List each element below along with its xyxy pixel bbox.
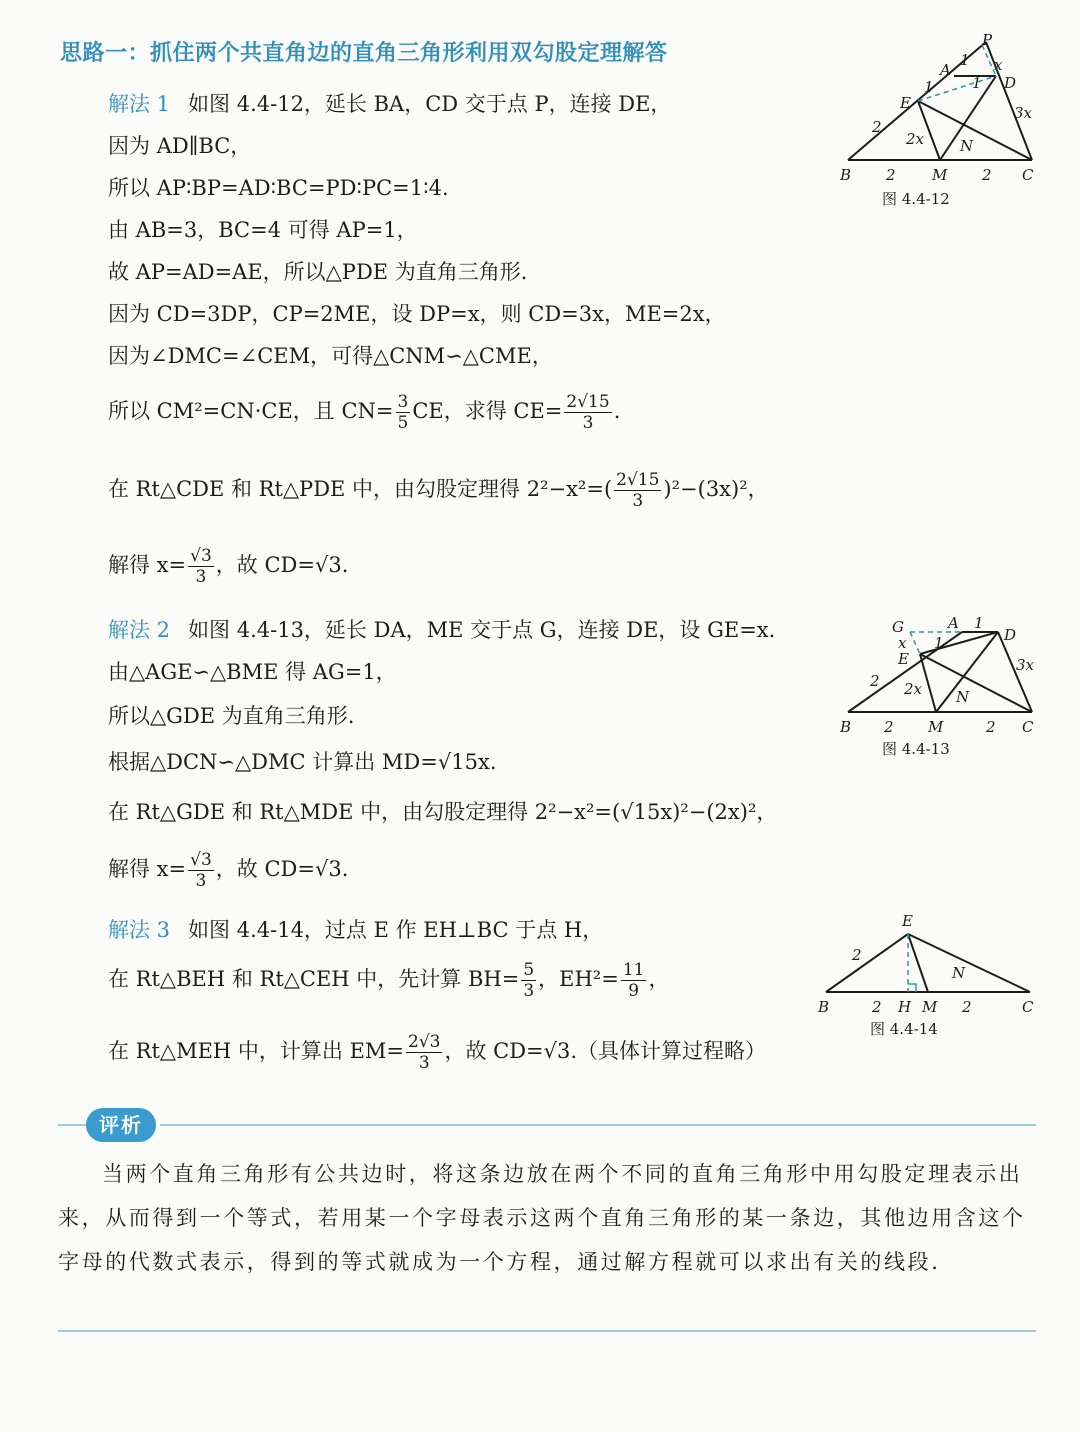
method1-text: 如图 4.4-12，延长 BA，CD 交于点 P，连接 DE，	[188, 92, 672, 116]
figure-labels	[817, 912, 1034, 1016]
numerator: √3	[190, 546, 212, 566]
method1-line6: 因为 CD=3DP，CP=2ME，设 DP=x，则 CD=3x，ME=2x，	[108, 302, 726, 326]
point-label: A	[948, 614, 959, 632]
side-label: x	[898, 634, 907, 652]
method2-line3: 所以△GDE 为直角三角形.	[108, 704, 355, 728]
method1-line7: 因为∠DMC=∠CEM，可得△CNM∽△CME，	[108, 344, 553, 368]
fraction	[621, 960, 647, 1001]
point-label: M	[932, 166, 948, 184]
side-label: 1	[974, 614, 984, 632]
method1-line10	[108, 546, 348, 587]
divider	[160, 1124, 1036, 1126]
numerator: 11	[622, 960, 645, 980]
figure-4-4-12	[836, 30, 1046, 215]
fraction	[521, 960, 536, 1001]
figure-4-4-13	[836, 614, 1046, 764]
point-label: E	[898, 650, 909, 668]
method1-line4: 由 AB=3，BC=4 可得 AP=1，	[108, 218, 418, 242]
method3-label: 解法 3	[108, 918, 171, 942]
numerator: 3	[397, 392, 409, 412]
side-label: 3x	[1014, 104, 1033, 122]
side-label: x	[994, 56, 1003, 74]
figure-caption: 图 4.4-13	[882, 740, 950, 758]
method1-line3: 所以 AP∶BP=AD∶BC=PD∶PC=1∶4.	[108, 176, 449, 200]
method3-text: 如图 4.4-14，过点 E 作 EH⊥BC 于点 H，	[188, 918, 604, 942]
point-label: N	[956, 688, 970, 706]
side-label: 2	[982, 166, 992, 184]
point-label: D	[1004, 74, 1017, 92]
point-label: C	[1022, 166, 1034, 184]
point-label: P	[982, 31, 993, 49]
point-label: C	[1022, 998, 1034, 1016]
method2-text: 如图 4.4-13，延长 DA，ME 交于点 G，连接 DE，设 GE=x.	[188, 618, 776, 642]
denominator: 3	[582, 413, 594, 433]
point-label: N	[960, 137, 974, 155]
numerator: 2√3	[408, 1032, 441, 1052]
point-label: E	[902, 912, 913, 930]
text: 解得 x=	[108, 857, 187, 881]
text: ，EH²=	[538, 967, 619, 991]
denominator: 3	[523, 981, 535, 1001]
method3-line3	[108, 1032, 766, 1073]
side-label: 2x	[904, 680, 923, 698]
comment-text: 当两个直角三角形有公共边时，将这条边放在两个不同的直角三角形中用勾股定理表示出来，从而得到一个等式，若用某一个字母表示这两个直角三角形的某一条边，其他边用含这个字母的代数式表示，得到的等式就成为一个方程，通过解方程就可以求出有关的线段.	[58, 1162, 1026, 1274]
numerator: 2√15	[616, 470, 660, 490]
divider	[58, 1124, 86, 1126]
comment-badge: 评析	[86, 1108, 156, 1142]
method1-line2: 因为 AD∥BC，	[108, 134, 252, 158]
fraction	[396, 392, 411, 433]
fraction	[188, 546, 214, 587]
text: CE，求得 CE=	[412, 399, 563, 423]
side-label: 1	[972, 74, 982, 92]
method1-line9	[108, 470, 769, 511]
denominator: 3	[632, 491, 644, 511]
side-label: 2	[886, 166, 896, 184]
side-label: 2	[852, 946, 862, 964]
text: ，故 CD=√3.（具体计算过程略）	[444, 1039, 767, 1063]
figure-caption: 图 4.4-14	[870, 1020, 938, 1038]
point-label: A	[940, 61, 951, 79]
side-label: 1	[960, 51, 970, 69]
point-label: D	[1004, 626, 1017, 644]
side-label: 2	[872, 118, 882, 136]
side-label: 1	[934, 634, 944, 652]
denominator: 3	[195, 871, 207, 891]
denominator: 3	[195, 567, 207, 587]
fraction	[614, 470, 661, 511]
point-label: B	[840, 718, 852, 736]
text: 在 Rt△BEH 和 Rt△CEH 中，先计算 BH=	[108, 967, 520, 991]
point-label: B	[818, 998, 830, 1016]
denominator: 5	[397, 413, 409, 433]
side-label: 2	[872, 998, 882, 1016]
text: ，故 CD=√3.	[215, 553, 349, 577]
text: 在 Rt△MEH 中，计算出 EM=	[108, 1039, 404, 1063]
method2-label: 解法 2	[108, 618, 171, 642]
figure-4-4-14	[812, 908, 1042, 1043]
method1-line5: 故 AP=AD=AE，所以△PDE 为直角三角形.	[108, 260, 528, 284]
text: 解得 x=	[108, 553, 187, 577]
method2-line6	[108, 850, 348, 891]
method1-line8: 所以 CM²=CN·CE，且 CN= $\frac{3}{5}$ CE，求得 CE= $\frac{2√15}{3}$ .	[108, 392, 621, 433]
point-label: E	[900, 94, 911, 112]
method2-line4: 根据△DCN∽△DMC 计算出 MD=√15x.	[108, 750, 497, 774]
point-label: C	[1022, 718, 1034, 736]
point-label: M	[928, 718, 944, 736]
side-label: 3x	[1016, 656, 1035, 674]
method1-label: 解法 1	[108, 92, 171, 116]
point-label: B	[840, 166, 852, 184]
side-label: 2	[884, 718, 894, 736]
text: 在 Rt△CDE 和 Rt△PDE 中，由勾股定理得 2²−x²=(	[108, 477, 613, 501]
side-label: 1	[924, 78, 934, 96]
fraction	[564, 392, 611, 433]
point-label: H	[898, 998, 912, 1016]
figure-caption: 图 4.4-12	[882, 190, 950, 208]
text: ，故 CD=√3.	[215, 857, 349, 881]
method1-line1	[108, 88, 671, 118]
text: )²−(3x)²，	[663, 477, 769, 501]
side-label: 2	[962, 998, 972, 1016]
side-label: 2x	[906, 130, 925, 148]
method2-line5: 在 Rt△GDE 和 Rt△MDE 中，由勾股定理得 2²−x²=(√15x)²−(2x)²，	[108, 800, 778, 824]
method2-line1	[108, 614, 775, 644]
numerator: 2√15	[566, 392, 610, 412]
text: 所以 CM²=CN·CE，且 CN=	[108, 399, 394, 423]
text: ，	[648, 967, 670, 991]
fraction	[188, 850, 214, 891]
point-label: G	[892, 618, 904, 636]
fraction	[406, 1032, 442, 1073]
numerator: √3	[190, 850, 212, 870]
section-heading: 思路一：抓住两个共直角边的直角三角形利用双勾股定理解答	[60, 41, 668, 66]
method3-line1	[108, 914, 603, 944]
denominator: 3	[418, 1053, 430, 1073]
numerator: 5	[523, 960, 535, 980]
figure-labels	[839, 614, 1035, 736]
denominator: 9	[628, 981, 640, 1001]
bottom-divider	[58, 1330, 1036, 1332]
side-label: 2	[870, 672, 880, 690]
point-label: M	[922, 998, 938, 1016]
method2-line2: 由△AGE∽△BME 得 AG=1，	[108, 660, 397, 684]
point-label: N	[952, 964, 966, 982]
method3-line2	[108, 960, 669, 1001]
figure-labels	[839, 31, 1034, 184]
side-label: 2	[986, 718, 996, 736]
